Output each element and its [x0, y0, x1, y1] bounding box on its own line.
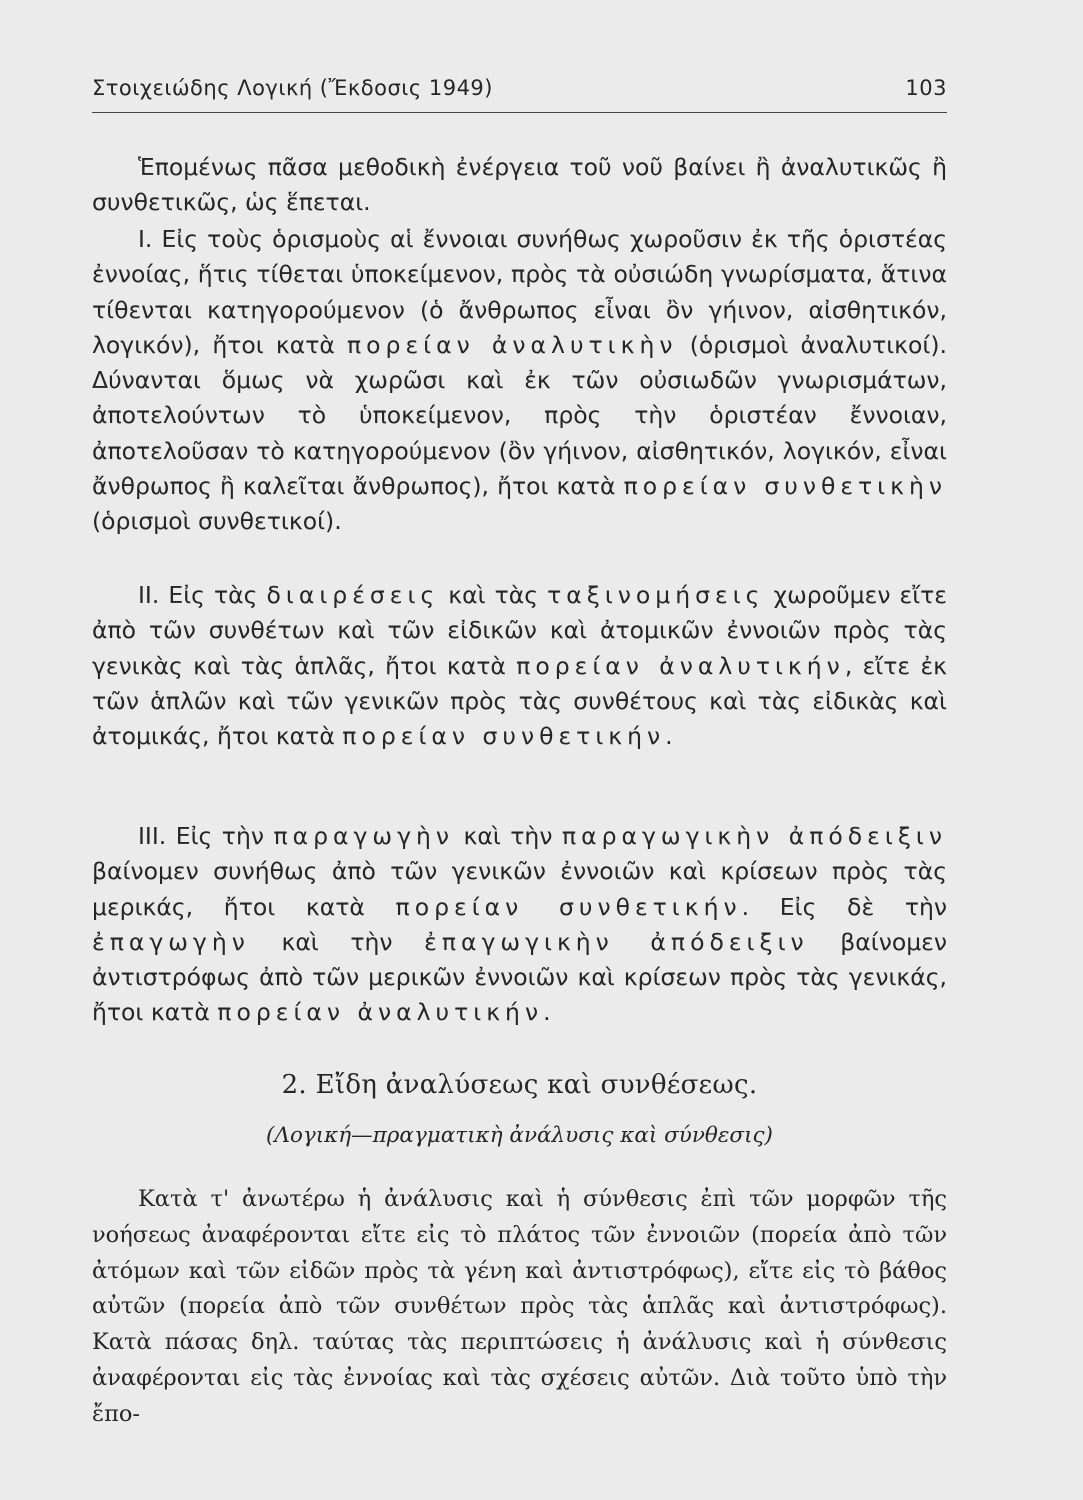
spaced-emphasis: πορείαν ἀναλυτικὴν — [347, 330, 678, 359]
spaced-emphasis: παραγωγικὴν ἀπόδειξιν — [561, 822, 948, 850]
spaced-emphasis: παραγωγὴν — [273, 822, 455, 850]
spaced-emphasis: πορείαν συνθετικήν — [342, 722, 666, 751]
text-run: I. Εἰς τοὺς ὁρισμοὺς αἱ ἔννοιαι συνήθως χωροῦσιν ἐκ τῆς ὁριστέας ἐννοίας, ἥτις τίθεται ὑποκείμενον, πρὸς τὰ οὐσιώδη γνωρίσματα, ἅτινα τίθενται κατηγορούμενον (ὁ ἄνθρωπος εἶναι ὂν γήινον, αἰσθητικόν, λογικόν), ἤτοι κατὰ — [92, 225, 947, 359]
running-header — [92, 72, 947, 113]
text-run: καὶ τὰς — [439, 581, 548, 609]
running-title: Στοιχειώδης Λογική (Ἔκδοσις 1949) — [92, 76, 493, 100]
intro-paragraph-block — [92, 150, 947, 221]
section-ii-paragraph — [92, 578, 947, 754]
text-run: , εἴτε ἐκ τῶν ἁπλῶν καὶ τῶν γενικῶν πρὸς τὰς συνθέτους καὶ τὰς εἰδικὰς καὶ ἀτομικάς, ἤτοι κατὰ — [92, 651, 947, 751]
text-run: . Εἰς δὲ τὴν — [741, 892, 947, 921]
spaced-emphasis: πορείαν ἀναλυτικήν — [217, 998, 544, 1027]
text-run: χωροῦμεν εἴτε ἀπὸ τῶν συνθέτων καὶ τῶν εἰδικῶν καὶ ἀτομικῶν ἐννοιῶν πρὸς τὰς γενικὰς καὶ τὰς ἁπλᾶς, ἤτοι κατὰ — [92, 581, 948, 680]
text-run: βαίνομεν ἀντιστρόφως ἀπὸ τῶν μερικῶν ἐννοιῶν καὶ κρίσεων πρὸς τὰς γενικάς, ἤτοι κατὰ — [92, 927, 947, 1027]
spaced-emphasis: ἐπαγωγικὴν ἀπόδειξιν — [424, 927, 809, 956]
text-run: III. Εἰς τὴν — [138, 822, 274, 850]
section-subheading: (Λογική—πραγματικὴ ἀνάλυσις καὶ σύνθεσις) — [266, 1123, 773, 1148]
text-run: βαίνομεν συνήθως ἀπὸ τῶν γενικῶν ἐννοιῶν καὶ κρίσεων πρὸς τὰς μερικάς, ἤτοι κατὰ — [92, 857, 947, 921]
section-2-block — [92, 1182, 947, 1433]
spaced-emphasis: πορείαν ἀναλυτικήν — [516, 651, 845, 680]
page-number: 103 — [905, 76, 947, 100]
text-run: . — [543, 998, 551, 1027]
intro-paragraph: Ἑπομένως πᾶσα μεθοδικὴ ἐνέργεια τοῦ νοῦ βαίνει ἢ ἀναλυτικῶς ἢ συνθετικῶς, ὡς ἕπεται. — [92, 153, 947, 217]
text-run: (ὁρισμοὶ ἀναλυτικοί). Δύνανται ὅμως νὰ χωρῶσι καὶ ἐκ τῶν οὐσιωδῶν γνωρισμάτων, ἀποτελούντων τὸ ὑποκείμενον, πρὸς τὴν ὁριστέαν ἔννοιαν, ἀποτελοῦσαν τὸ κατηγορούμενον (ὂν γήινον, αἰσθητικόν, λογικόν, εἶναι ἄνθρωπος ἢ καλεῖται ἄνθρωπος), ἤτοι κατὰ — [92, 330, 947, 501]
text-run: . — [665, 722, 673, 751]
section-i-block — [92, 222, 947, 540]
text-run: καὶ τὴν — [249, 927, 425, 956]
section-iii-paragraph — [92, 819, 947, 1031]
spaced-emphasis: ἐπαγωγὴν — [92, 927, 250, 956]
text-run: II. Εἰς τὰς — [138, 581, 267, 609]
section-iii-block — [92, 819, 947, 1031]
spaced-emphasis: πορείαν συνθετικήν — [395, 892, 742, 921]
section-heading: 2. Εἴδη ἀναλύσεως καὶ συνθέσεως. — [281, 1070, 758, 1100]
section-2-paragraph: Κατὰ τ' ἀνωτέρω ἡ ἀνάλυσις καὶ ἡ σύνθεσις ἐπὶ τῶν μορφῶν τῆς νοήσεως ἀναφέρονται εἴτε εἰς τὸ πλάτος τῶν ἐννοιῶν (πορεία ἀπὸ τῶν ἀτόμων καὶ τῶν εἰδῶν πρὸς τὰ γένη καὶ ἀντιστρόφως), εἴτε εἰς τὸ βάθος αὐτῶν (πορεία ἀπὸ τῶν συνθέτων πρὸς τὰς ἁπλᾶς καὶ ἀντιστρόφως). Κατὰ πάσας δηλ. ταύτας τὰς περιπτώσεις ἡ ἀνάλυσις καὶ ἡ σύνθεσις ἀναφέρονται εἰς τὰς ἐννοίας καὶ τὰς σχέσεις αὐτῶν. Διὰ τοῦτο ὑπὸ τὴν ἔπο- — [92, 1186, 947, 1427]
text-run: καὶ τὴν — [454, 822, 562, 850]
spaced-emphasis: διαιρέσεις — [266, 581, 440, 609]
section-i-paragraph — [92, 222, 947, 540]
spaced-emphasis: ταξινομήσεις — [547, 581, 765, 609]
spaced-emphasis: πορείαν συνθετικὴν — [623, 472, 948, 501]
section-ii-block — [92, 578, 947, 754]
text-run: (ὁρισμοὶ συνθετικοί). — [92, 507, 342, 536]
